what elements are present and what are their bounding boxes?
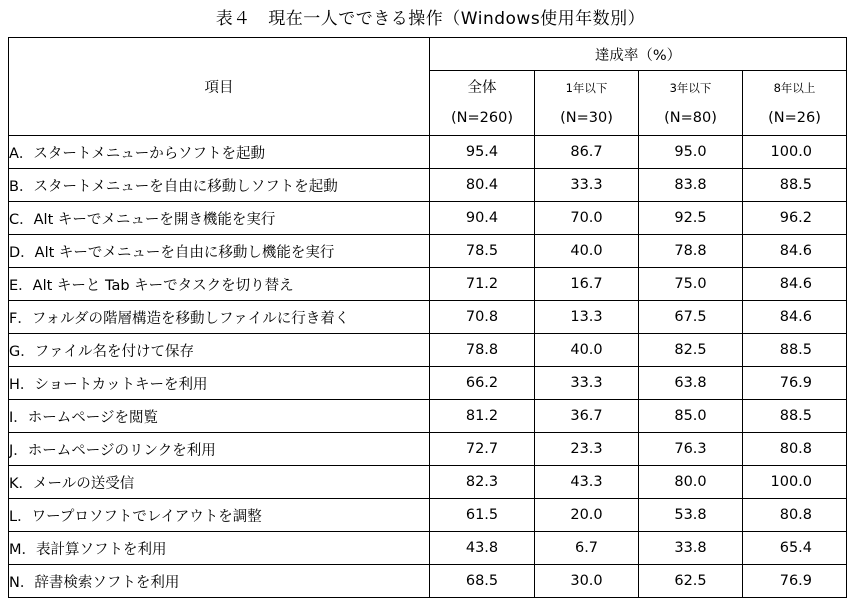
value-8yr: 65.4 [743,532,847,565]
value-3yr: 82.5 [639,334,743,367]
value-3yr: 33.8 [639,532,743,565]
value-1yr: 40.0 [535,334,639,367]
value-3yr: 80.0 [639,466,743,499]
value-total: 43.8 [430,532,535,565]
column-header-total [430,71,535,136]
column-header-top: 全体 [467,80,497,96]
row-label: K．メールの送受信 [9,466,430,499]
value-total: 66.2 [430,367,535,400]
row-label: J．ホームページのリンクを利用 [9,433,430,466]
value-total: 70.8 [430,301,535,334]
value-3yr: 78.8 [639,235,743,268]
table-row [9,235,847,268]
value-8yr: 100.0 [743,136,847,169]
value-3yr: 75.0 [639,268,743,301]
value-total: 68.5 [430,565,535,598]
value-8yr: 76.9 [743,367,847,400]
value-3yr: 62.5 [639,565,743,598]
value-total: 61.5 [430,499,535,532]
column-header-bottom: (N=30) [560,110,613,126]
row-label: B．スタートメニューを自由に移動しソフトを起動 [9,169,430,202]
value-3yr: 85.0 [639,400,743,433]
value-total: 82.3 [430,466,535,499]
column-header-bottom: (N=26) [768,110,821,126]
row-label: M．表計算ソフトを利用 [9,532,430,565]
value-1yr: 20.0 [535,499,639,532]
column-header-top: 8年以上 [773,81,816,95]
row-label: D．Alt キーでメニューを自由に移動し機能を実行 [9,235,430,268]
row-label: E．Alt キーと Tab キーでタスクを切り替え [9,268,430,301]
value-total: 78.5 [430,235,535,268]
value-total: 80.4 [430,169,535,202]
row-label: C．Alt キーでメニューを開き機能を実行 [9,202,430,235]
table-row [9,136,847,169]
value-1yr: 13.3 [535,301,639,334]
value-8yr: 84.6 [743,235,847,268]
value-8yr: 84.6 [743,268,847,301]
value-8yr: 88.5 [743,334,847,367]
table-row [9,499,847,532]
table-row [9,532,847,565]
row-label: A．スタートメニューからソフトを起動 [9,136,430,169]
value-1yr: 36.7 [535,400,639,433]
value-1yr: 6.7 [535,532,639,565]
value-1yr: 43.3 [535,466,639,499]
value-3yr: 92.5 [639,202,743,235]
value-1yr: 40.0 [535,235,639,268]
value-8yr: 80.8 [743,499,847,532]
value-3yr: 83.8 [639,169,743,202]
table-row [9,334,847,367]
column-header-bottom: (N=260) [451,110,513,126]
value-8yr: 84.6 [743,301,847,334]
value-8yr: 80.8 [743,433,847,466]
value-total: 90.4 [430,202,535,235]
column-header-bottom: (N=80) [664,110,717,126]
table-row [9,268,847,301]
value-8yr: 96.2 [743,202,847,235]
table-row [9,565,847,598]
column-header-1yr [535,71,639,136]
column-header-top: 3年以下 [669,81,712,95]
table-row [9,433,847,466]
value-3yr: 63.8 [639,367,743,400]
row-label: I．ホームページを閲覧 [9,400,430,433]
value-total: 95.4 [430,136,535,169]
achievement-rate-header: 達成率（%） [430,38,847,71]
table-row [9,400,847,433]
value-1yr: 23.3 [535,433,639,466]
header-row-group [9,38,847,71]
row-label: N．辞書検索ソフトを利用 [9,565,430,598]
value-total: 81.2 [430,400,535,433]
value-8yr: 88.5 [743,169,847,202]
value-3yr: 67.5 [639,301,743,334]
value-total: 72.7 [430,433,535,466]
value-8yr: 76.9 [743,565,847,598]
value-1yr: 33.3 [535,169,639,202]
table-body [9,136,847,598]
column-header-8yr [743,71,847,136]
table-row [9,202,847,235]
table-row [9,466,847,499]
value-8yr: 88.5 [743,400,847,433]
column-header-3yr [639,71,743,136]
value-1yr: 86.7 [535,136,639,169]
table-row [9,367,847,400]
achievement-table [8,37,847,598]
value-1yr: 70.0 [535,202,639,235]
value-1yr: 30.0 [535,565,639,598]
column-header-top: 1年以下 [565,81,608,95]
value-3yr: 53.8 [639,499,743,532]
row-label: F．フォルダの階層構造を移動しファイルに行き着く [9,301,430,334]
row-label: G．ファイル名を付けて保存 [9,334,430,367]
value-3yr: 95.0 [639,136,743,169]
table-row [9,301,847,334]
value-total: 71.2 [430,268,535,301]
value-total: 78.8 [430,334,535,367]
table-row [9,169,847,202]
row-label: L．ワープロソフトでレイアウトを調整 [9,499,430,532]
value-8yr: 100.0 [743,466,847,499]
value-1yr: 16.7 [535,268,639,301]
value-3yr: 76.3 [639,433,743,466]
value-1yr: 33.3 [535,367,639,400]
table-caption: 表４ 現在一人でできる操作（Windows使用年数別） [215,9,646,29]
row-label: H．ショートカットキーを利用 [9,367,430,400]
item-column-header: 項目 [9,38,430,136]
